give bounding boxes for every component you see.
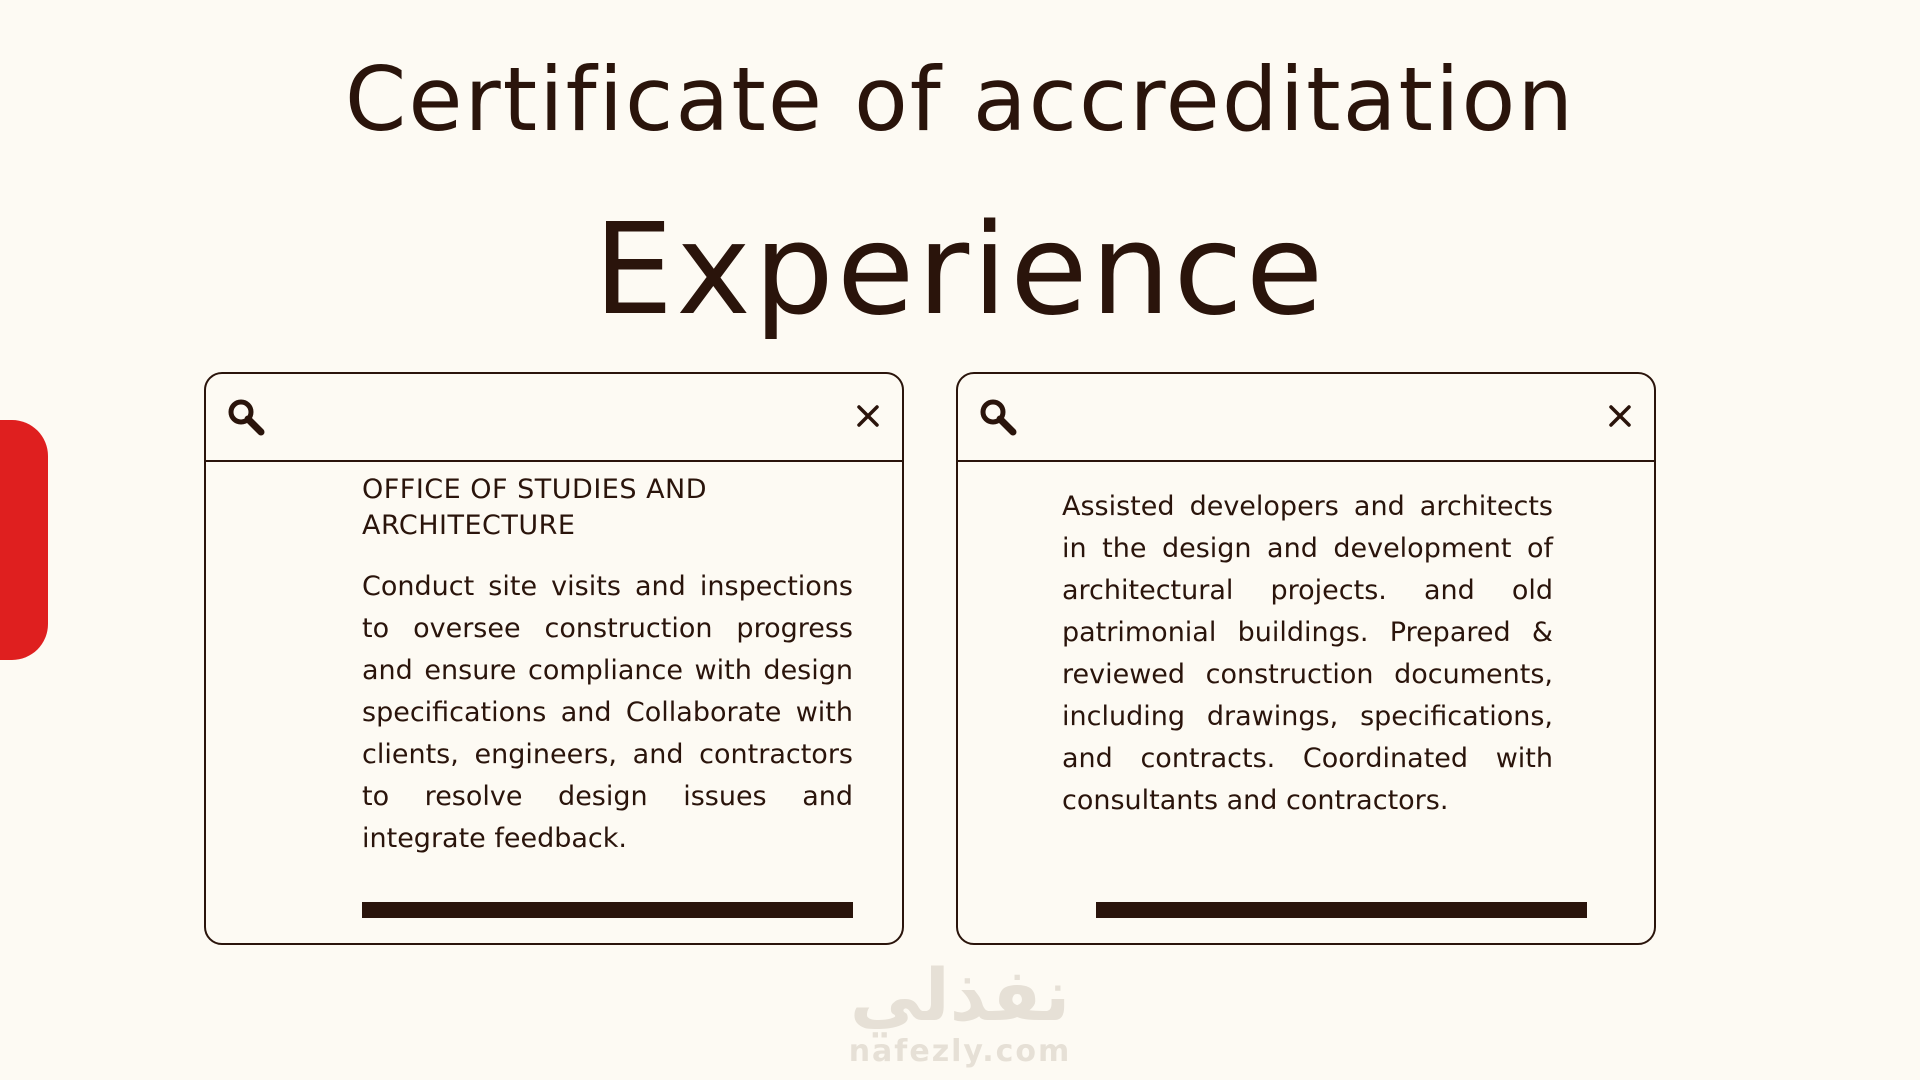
window-title-bar [206, 374, 902, 462]
decorative-bar [1096, 902, 1587, 918]
experience-card-assistant [956, 372, 1656, 945]
card-heading: OFFICE OF STUDIES AND ARCHITECTURE [362, 474, 708, 541]
watermark-url: nafezly.com [848, 1034, 1072, 1069]
window-title-bar [958, 374, 1654, 462]
search-icon[interactable] [226, 397, 266, 437]
card-body-text: Assisted developers and architects in the design and development of architectural projects. and old patrimonial buildings. Prepared & reviewed construction documents, including drawings, specifications, and contracts. Coordinated with consultants and contractors. [1062, 491, 1553, 816]
red-accent-tab [0, 420, 48, 660]
search-icon[interactable] [978, 397, 1018, 437]
page-title: Certificate of accreditation [344, 48, 1576, 151]
close-icon[interactable] [1606, 402, 1634, 430]
experience-card-office [204, 372, 904, 945]
card-body-text: Conduct site visits and inspections to oversee construction progress and ensure compliance with design specifications and Collaborate with clients, engineers, and contractors to resolve design issues and integrate feedback. [362, 571, 853, 854]
watermark [0, 955, 1920, 1069]
page-subtitle: Experience [593, 196, 1327, 343]
watermark-arabic: نفذلي [849, 953, 1071, 1037]
decorative-bar [362, 902, 853, 918]
close-icon[interactable] [854, 402, 882, 430]
